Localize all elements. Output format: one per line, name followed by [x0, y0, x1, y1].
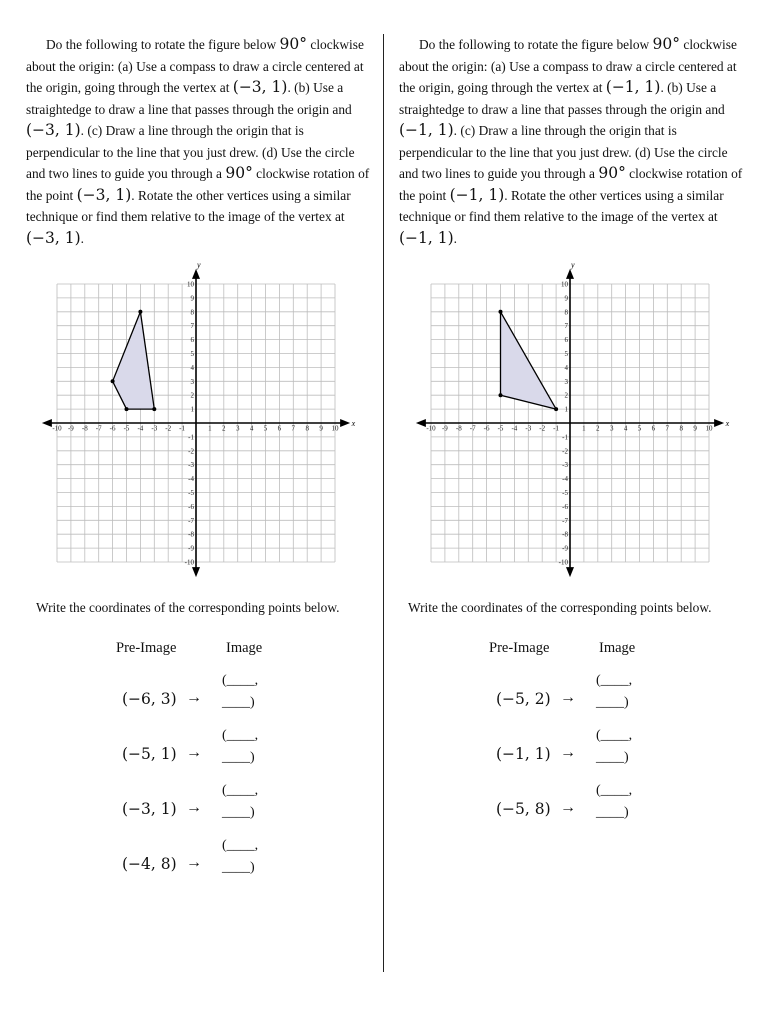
y-tick-label: -4 [562, 475, 568, 484]
y-axis-top-arrow [192, 269, 200, 279]
y-tick-label: 9 [564, 294, 568, 303]
x-tick-label: 3 [235, 424, 240, 433]
x-tick-label: 9 [693, 424, 697, 433]
answer-row [374, 670, 758, 722]
pre-image-point: (−5, 1) [122, 745, 177, 763]
y-tick-label: 1 [190, 405, 194, 414]
y-tick-label: -9 [562, 544, 568, 553]
y-tick-label: 4 [190, 363, 194, 372]
x-tick-label: -2 [165, 424, 172, 433]
y-tick-label: -9 [188, 544, 194, 553]
answer-row [0, 780, 384, 832]
instructions-text: Do the following to rotate the figure below 90° clockwise about the origin: (a) Use a compass to draw a circle centered at the origin, going through the vertex at (−3, 1). (b) Use a straightedge to draw a line that passes through the origin and (−3, 1). (c) Draw a line through the origin that is perpendicular to the line that you just drew. (d) Use the circle and two lines to guide you through a 90° clockwise rotation of the point (−3, 1). Rotate the other vertices using a similar technique or find them relative to the image of the vertex at (−3, 1). [26, 35, 370, 247]
x-tick-label: 6 [651, 424, 656, 433]
y-axis-bottom-arrow [192, 567, 200, 577]
y-tick-label: -6 [188, 502, 194, 511]
y-tick-label: -3 [188, 461, 194, 470]
answer-row [0, 670, 384, 722]
image-answer-blank[interactable]: (____, ____) [222, 838, 259, 875]
y-tick-label: -2 [562, 447, 568, 456]
y-tick-label: 7 [564, 322, 568, 331]
x-tick-label: 10 [331, 424, 339, 433]
x-tick-label: -7 [469, 424, 476, 433]
pre-image-figure [113, 312, 155, 409]
x-tick-label: -3 [151, 424, 158, 433]
vertex-point [111, 379, 115, 383]
y-tick-label: 9 [190, 294, 194, 303]
y-tick-label: -4 [188, 475, 194, 484]
answer-row [0, 725, 384, 777]
y-tick-label: -3 [562, 461, 568, 470]
x-tick-label: -1 [179, 424, 186, 433]
x-tick-label: 1 [582, 424, 586, 433]
pre-image-point: (−5, 8) [496, 800, 551, 818]
y-tick-label: -5 [562, 489, 568, 497]
y-tick-label: 5 [190, 350, 194, 358]
x-tick-label: 3 [609, 424, 614, 433]
coordinates-prompt: Write the coordinates of the corresponding points below. [408, 600, 712, 615]
y-axis-bottom-arrow [566, 567, 574, 577]
image-answer-blank[interactable]: (____, ____) [596, 673, 633, 710]
y-tick-label: 2 [190, 391, 194, 400]
arrow-icon: → [186, 689, 202, 706]
answer-row [374, 725, 758, 777]
x-tick-label: 8 [679, 424, 683, 433]
y-tick-label: -8 [562, 530, 568, 539]
x-tick-label: -4 [137, 424, 144, 433]
y-axis-top-arrow [566, 269, 574, 279]
image-answer-blank[interactable]: (____, ____) [222, 728, 259, 765]
coordinate-grid[interactable] [394, 255, 734, 585]
image-answer-blank[interactable]: (____, ____) [222, 783, 259, 820]
x-tick-label: 2 [596, 424, 600, 433]
y-tick-label: -10 [558, 558, 568, 567]
x-tick-label: -10 [426, 424, 436, 433]
x-tick-label: -1 [553, 424, 560, 433]
y-tick-label: -6 [562, 502, 568, 511]
x-tick-label: 9 [319, 424, 323, 433]
y-tick-label: -7 [562, 516, 568, 525]
y-tick-label: 4 [564, 363, 568, 372]
vertex-point [499, 310, 503, 314]
coordinates-prompt: Write the coordinates of the corresponding points below. [36, 600, 340, 615]
pre-image-point: (−6, 3) [122, 690, 177, 708]
image-header: Image [599, 640, 636, 656]
y-tick-label: 6 [190, 336, 194, 345]
y-tick-label: 7 [190, 322, 194, 331]
x-tick-label: 7 [291, 424, 296, 433]
y-tick-label: 3 [190, 377, 194, 386]
x-tick-label: 5 [637, 424, 642, 433]
y-tick-label: 8 [564, 308, 568, 317]
arrow-icon: → [186, 799, 202, 816]
y-tick-label: 3 [564, 377, 568, 386]
y-tick-label: -8 [188, 530, 194, 539]
vertex-point [554, 407, 558, 411]
instructions-text: Do the following to rotate the figure below 90° clockwise about the origin: (a) Use a compass to draw a circle centered at the origin, going through the vertex at (−1, 1). (b) Use a straightedge to draw a line that passes through the origin and (−1, 1). (c) Draw a line through the origin that is perpendicular to the line that you just drew. (d) Use the circle and two lines to guide you through a 90° clockwise rotation of the point (−1, 1). Rotate the other vertices using a similar technique or find them relative to the image of the vertex at (−1, 1). [399, 35, 743, 247]
x-tick-label: -6 [109, 424, 116, 433]
x-tick-label: 5 [263, 424, 268, 433]
pre-image-point: (−5, 2) [496, 690, 551, 708]
x-tick-label: -5 [497, 424, 504, 433]
coordinate-grid[interactable] [20, 255, 360, 585]
x-tick-label: 1 [208, 424, 212, 433]
y-tick-label: -2 [188, 447, 194, 456]
x-tick-label: -10 [52, 424, 62, 433]
x-tick-label: -6 [483, 424, 490, 433]
image-header: Image [226, 640, 263, 656]
x-axis-right-arrow [340, 419, 350, 427]
arrow-icon: → [560, 799, 576, 816]
x-tick-label: 2 [222, 424, 226, 433]
x-tick-label: -5 [123, 424, 130, 433]
arrow-icon: → [186, 744, 202, 761]
x-axis-label: x [351, 419, 356, 428]
y-tick-label: 1 [564, 405, 568, 414]
y-tick-label: 10 [561, 280, 568, 289]
x-tick-label: 4 [249, 424, 254, 433]
pre-image-point: (−3, 1) [122, 800, 177, 818]
image-answer-blank[interactable]: (____, ____) [222, 673, 259, 710]
x-tick-label: -8 [455, 424, 462, 433]
y-tick-label: 5 [564, 350, 568, 358]
image-answer-blank[interactable]: (____, ____) [596, 728, 633, 765]
pre-image-header: Pre-Image [116, 640, 177, 656]
pre-image-header: Pre-Image [489, 640, 550, 656]
answer-row [374, 780, 758, 832]
pre-image-point: (−1, 1) [496, 745, 551, 763]
x-tick-label: 4 [623, 424, 628, 433]
x-axis-left-arrow [416, 419, 426, 427]
y-tick-label: 6 [564, 336, 568, 345]
x-tick-label: 8 [305, 424, 309, 433]
x-tick-label: -2 [539, 424, 546, 433]
arrow-icon: → [186, 854, 202, 871]
x-tick-label: 6 [277, 424, 282, 433]
y-tick-label: 10 [187, 280, 194, 289]
y-tick-label: -1 [562, 433, 568, 442]
y-axis-label: y [197, 260, 201, 270]
x-tick-label: -4 [511, 424, 518, 433]
answer-row [0, 835, 384, 887]
vertex-point [138, 310, 142, 314]
x-axis-label: x [725, 419, 730, 428]
x-tick-label: -8 [81, 424, 88, 433]
x-axis-right-arrow [714, 419, 724, 427]
arrow-icon: → [560, 689, 576, 706]
arrow-icon: → [560, 744, 576, 761]
image-answer-blank[interactable]: (____, ____) [596, 783, 633, 820]
y-tick-label: -7 [188, 516, 194, 525]
vertex-point [152, 407, 156, 411]
y-tick-label: 2 [564, 391, 568, 400]
x-axis-left-arrow [42, 419, 52, 427]
x-tick-label: -9 [67, 424, 74, 433]
x-tick-label: 7 [665, 424, 670, 433]
vertex-point [499, 393, 503, 397]
x-tick-label: -7 [95, 424, 102, 433]
vertex-point [125, 407, 129, 411]
x-tick-label: -3 [525, 424, 532, 433]
problem-right [384, 0, 768, 1024]
x-tick-label: 10 [705, 424, 713, 433]
y-axis-label: y [571, 260, 575, 270]
y-tick-label: 8 [190, 308, 194, 317]
pre-image-point: (−4, 8) [122, 855, 177, 873]
y-tick-label: -1 [188, 433, 194, 442]
x-tick-label: -9 [441, 424, 448, 433]
y-tick-label: -5 [188, 489, 194, 497]
y-tick-label: -10 [184, 558, 194, 567]
